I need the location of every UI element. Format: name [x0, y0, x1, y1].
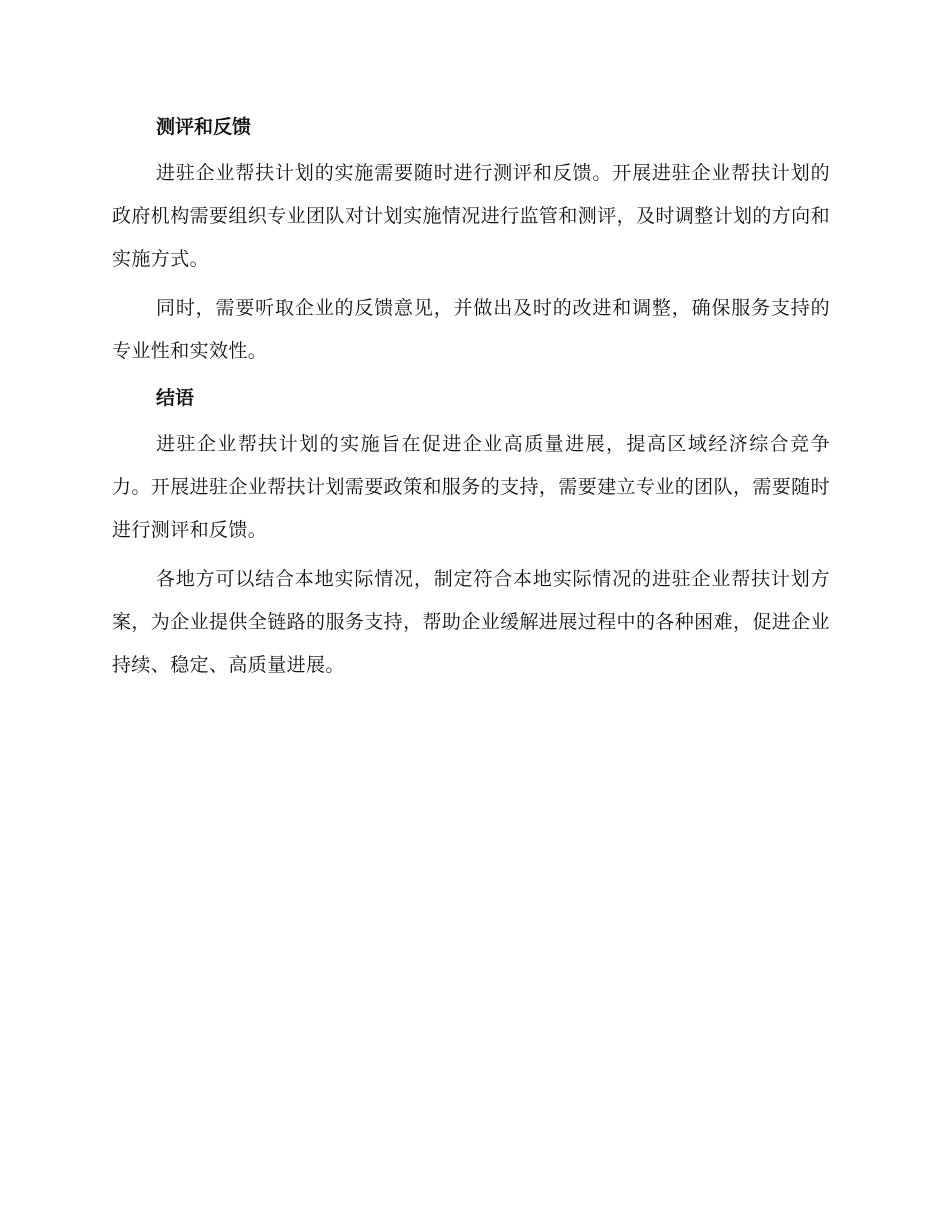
section-evaluation-feedback	[112, 108, 830, 373]
paragraph: 同时，需要听取企业的反馈意见，并做出及时的改进和调整，确保服务支持的专业性和实效性。	[112, 297, 830, 362]
paragraph: 各地方可以结合本地实际情况，制定符合本地实际情况的进驻企业帮扶计划方案，为企业提供全链路的服务支持，帮助企业缓解进展过程中的各种困难，促进企业持续、稳定、高质量进展。	[112, 568, 830, 676]
paragraph: 进驻企业帮扶计划的实施需要随时进行测评和反馈。开展进驻企业帮扶计划的政府机构需要组织专业团队对计划实施情况进行监管和测评，及时调整计划的方向和实施方式。	[112, 162, 830, 270]
section-heading: 结语	[156, 387, 195, 409]
document-page	[112, 108, 830, 693]
paragraph: 进驻企业帮扶计划的实施旨在促进企业高质量进展，提高区域经济综合竞争力。开展进驻企业帮扶计划需要政策和服务的支持，需要建立专业的团队，需要随时进行测评和反馈。	[112, 433, 830, 541]
section-conclusion	[112, 379, 830, 687]
section-heading: 测评和反馈	[156, 116, 252, 138]
